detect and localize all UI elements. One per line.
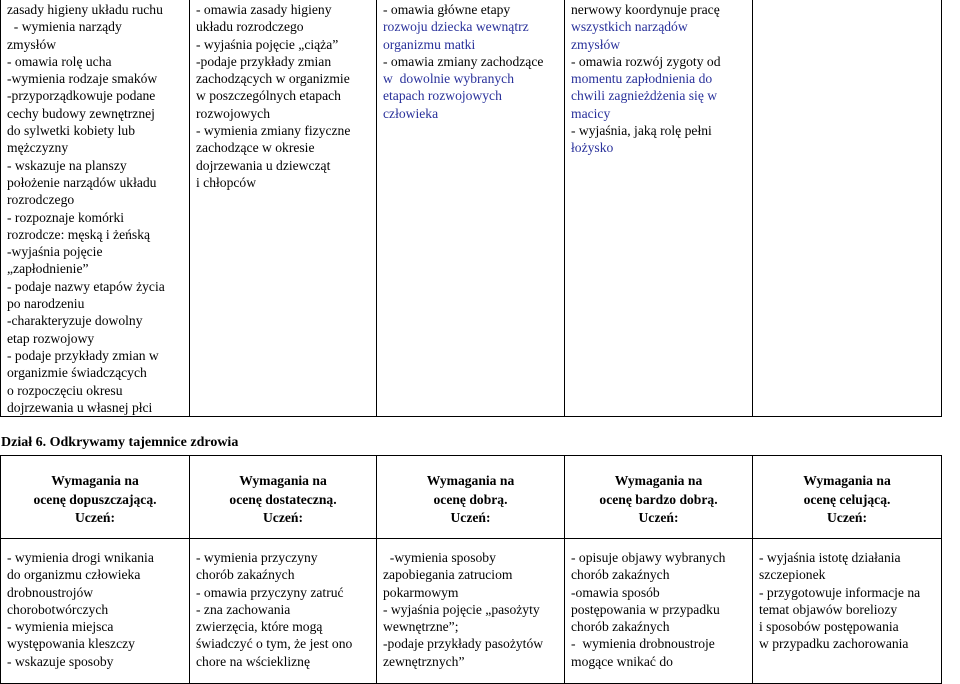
list-item: zachodzące w okresie: [196, 140, 315, 156]
list-item: zmysłów: [571, 36, 621, 52]
requirements-excellent: [753, 539, 942, 684]
requirements-sufficient: [1, 539, 190, 684]
list-item: - wymienia drobnoustroje: [571, 636, 715, 652]
header-line: Wymagania na: [51, 473, 139, 489]
list-item: i chłopców: [196, 174, 257, 190]
list-item: macicy: [571, 105, 611, 121]
header-line: Uczeń:: [262, 510, 303, 526]
list-item: układu rozrodczego: [196, 19, 304, 35]
header-line: ocenę celującą.: [803, 491, 891, 507]
list-item: chwili zagnieżdżenia się w: [571, 88, 718, 104]
list-item: -wyjaśnia pojęcie: [7, 244, 103, 260]
list-item: chorobotwórczych: [7, 601, 109, 617]
list-item: drobnoustrojów: [7, 584, 94, 600]
list-item: do sylwetki kobiety lub: [7, 123, 135, 139]
header-line: ocenę bardzo dobrą.: [599, 491, 718, 507]
list-item: mężczyzny: [7, 140, 69, 156]
requirements-satisfactory: [190, 539, 377, 684]
top-column-1: [1, 0, 190, 417]
header-line: Wymagania na: [426, 473, 515, 489]
list-item: -podaje przykłady pasożytów: [383, 636, 544, 652]
header-line: ocenę dobrą.: [433, 491, 508, 507]
list-item: w przypadku zachorowania: [759, 636, 909, 652]
list-item: -przyporządkowuje podane: [7, 88, 156, 104]
list-item: szczepionek: [759, 567, 826, 583]
header-line: Wymagania na: [614, 473, 703, 489]
list-item: -wymienia rodzaje smaków: [7, 71, 158, 87]
list-item: chorób zakaźnych: [571, 567, 670, 583]
table-header-row: [1, 456, 942, 539]
list-item: rozrodczego: [7, 192, 75, 208]
header-line: Uczeń:: [74, 510, 115, 526]
list-item: - podaje przykłady zmian w: [7, 347, 159, 363]
list-item: organizmu matki: [383, 36, 476, 52]
list-item: świadczyć o tym, że jest ono: [196, 636, 353, 652]
header-grade-excellent: [753, 456, 942, 539]
list-item: chorób zakaźnych: [196, 567, 295, 583]
header-grade-good: [377, 456, 565, 539]
list-item: -podaje przykłady zmian: [196, 53, 332, 69]
list-item: rozwojowych: [196, 105, 270, 121]
list-item: - wskazuje sposoby: [7, 653, 114, 669]
header-grade-very-good: [565, 456, 753, 539]
list-item: - omawia główne etapy: [383, 2, 511, 17]
requirements-good: [377, 539, 565, 684]
list-item: rozrodcze: męską i żeńską: [7, 226, 151, 242]
list-item: zapobiegania zatruciom: [383, 567, 513, 583]
list-item: występowania kleszczy: [7, 636, 135, 652]
list-item: organizmie świadczących: [7, 365, 147, 381]
list-item: wszystkich narządów: [571, 19, 688, 35]
header-line: Uczeń:: [826, 510, 867, 526]
header-grade-sufficient: [1, 456, 190, 539]
table-row: [1, 539, 942, 684]
list-item: - omawia zmiany zachodzące: [383, 53, 544, 69]
list-item: - zna zachowania: [196, 601, 291, 617]
list-item: -wymienia sposoby: [383, 550, 496, 565]
list-item: w poszczególnych etapach: [196, 88, 341, 104]
list-item: etapach rozwojowych: [383, 88, 502, 104]
list-item: temat objawów boreliozy: [759, 601, 898, 617]
header-grade-satisfactory: [190, 456, 377, 539]
list-item: - rozpoznaje komórki: [7, 209, 125, 225]
list-item: - wymienia miejsca: [7, 619, 114, 635]
header-line: Uczeń:: [450, 510, 491, 526]
list-item: - omawia przyczyny zatruć: [196, 584, 344, 600]
list-item: postępowania w przypadku: [571, 601, 720, 617]
list-item: - wyjaśnia, jaką rolę pełni: [571, 123, 712, 139]
list-item: - opisuje objawy wybranych: [571, 550, 726, 565]
list-item: zachodzących w organizmie: [196, 71, 350, 87]
requirements-very-good: [565, 539, 753, 684]
list-item: cechy budowy zewnętrznej: [7, 105, 155, 121]
header-line: Wymagania na: [803, 473, 891, 489]
list-item: - wymienia przyczyny: [196, 550, 318, 565]
list-item: -charakteryzuje dowolny: [7, 313, 143, 329]
list-item: - podaje nazwy etapów życia: [7, 278, 165, 294]
header-line: ocenę dostateczną.: [229, 491, 337, 507]
list-item: chore na wściekliznę: [196, 653, 310, 669]
header-line: ocenę dopuszczającą.: [33, 491, 157, 507]
list-item: mogące wnikać do: [571, 653, 673, 669]
list-item: pokarmowym: [383, 584, 459, 600]
list-item: - omawia zasady higieny: [196, 2, 332, 17]
table-row: [1, 0, 942, 417]
list-item: - wymienia zmiany fizyczne: [196, 123, 351, 139]
top-column-2: [190, 0, 377, 417]
top-column-4: [565, 0, 753, 417]
list-item: - wskazuje na planszy: [7, 157, 127, 173]
top-column-5: [753, 0, 942, 417]
list-item: w dowolnie wybranych: [383, 71, 514, 87]
list-item: dojrzewania u własnej płci: [7, 399, 153, 415]
list-item: -omawia sposób: [571, 584, 660, 600]
list-item: - omawia rolę ucha: [7, 53, 112, 69]
list-item: i sposobów postępowania: [759, 619, 899, 635]
list-item: etap rozwojowy: [7, 330, 95, 346]
list-item: „zapłodnienie”: [7, 261, 89, 277]
list-item: momentu zapłodnienia do: [571, 71, 713, 87]
list-item: o rozpoczęciu okresu: [7, 382, 123, 398]
list-item: dojrzewania u dziewcząt: [196, 157, 331, 173]
section-heading: Dział 6. Odkrywamy tajemnice zdrowia: [1, 435, 239, 450]
header-line: Uczeń:: [638, 510, 679, 526]
list-item: zasady higieny układu ruchu: [7, 2, 163, 17]
list-item: - wymienia narządy: [7, 19, 122, 35]
list-item: - omawia rozwój zygoty od: [571, 53, 721, 69]
list-item: rozwoju dziecka wewnątrz: [383, 19, 529, 35]
list-item: - wymienia drogi wnikania: [7, 550, 154, 565]
list-item: - wyjaśnia istotę działania: [759, 550, 901, 565]
top-column-3: [377, 0, 565, 417]
list-item: chorób zakaźnych: [571, 619, 670, 635]
list-item: zwierzęcia, które mogą: [196, 619, 323, 635]
list-item: - przygotowuje informacje na: [759, 584, 921, 600]
list-item: łożysko: [571, 140, 614, 156]
list-item: - wyjaśnia pojęcie „ciąża”: [196, 36, 339, 52]
list-item: zewnętrznych”: [383, 653, 465, 669]
requirements-table: [0, 455, 942, 684]
header-line: Wymagania na: [239, 473, 327, 489]
list-item: człowieka: [383, 105, 439, 121]
list-item: wewnętrzne”;: [383, 619, 459, 635]
list-item: zmysłów: [7, 36, 57, 52]
list-item: do organizmu człowieka: [7, 567, 141, 583]
list-item: - wyjaśnia pojęcie „pasożyty: [383, 601, 540, 617]
list-item: nerwowy koordynuje pracę: [571, 2, 720, 17]
list-item: położenie narządów układu: [7, 174, 157, 190]
list-item: po narodzeniu: [7, 296, 85, 312]
